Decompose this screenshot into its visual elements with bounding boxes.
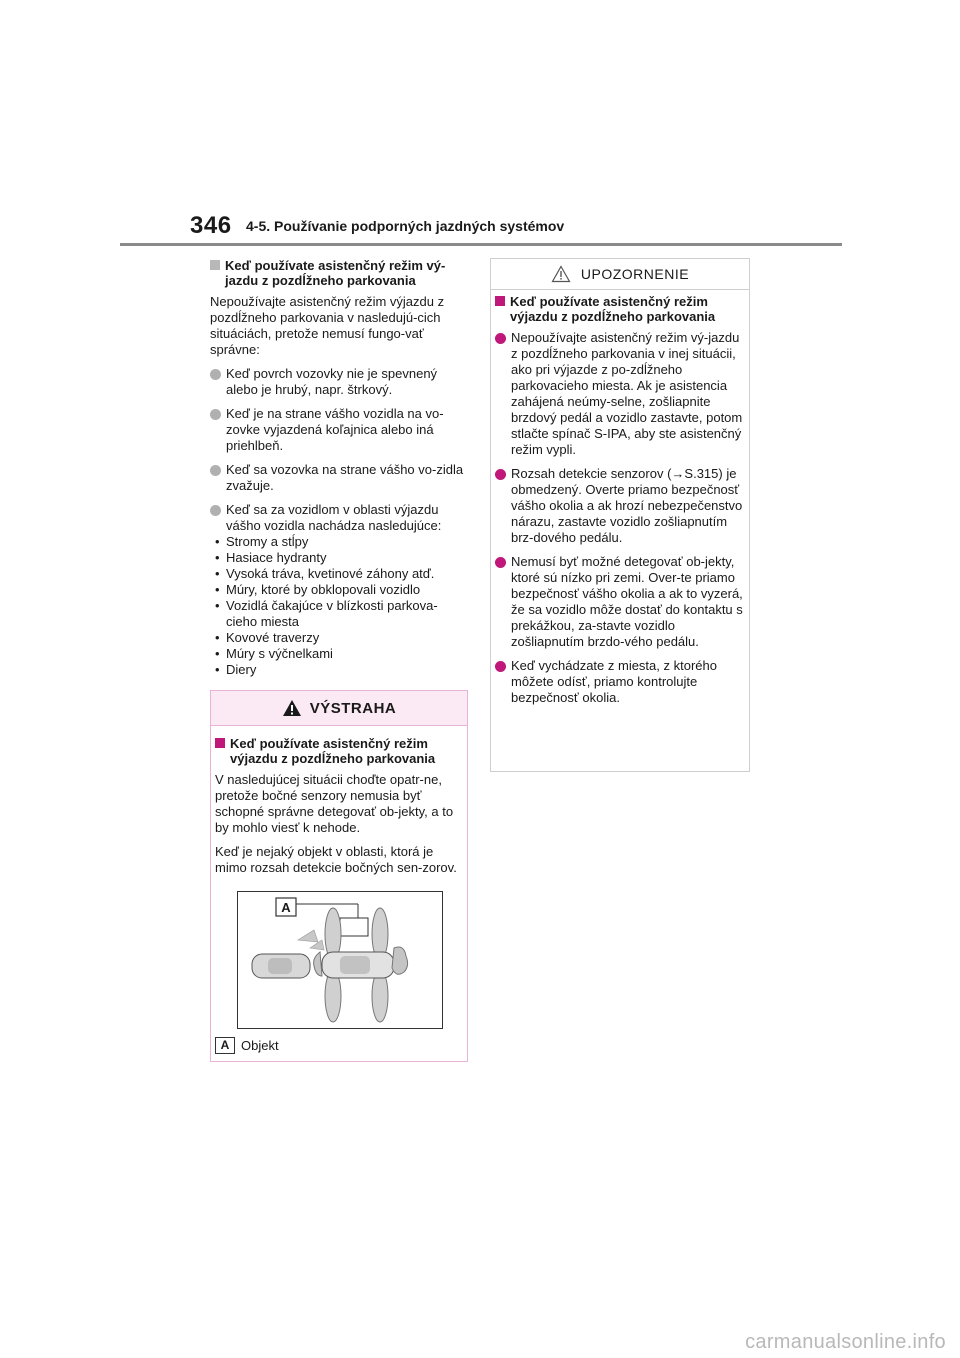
caution-box xyxy=(490,258,750,772)
left-column xyxy=(210,258,468,678)
left-heading-text: Keď používate asistenčný režim vý-jazdu z pozdĺžneho parkovania xyxy=(225,258,446,288)
warning-body xyxy=(211,726,467,876)
caution-heading-text: Keď používate asistenčný režim výjazdu z pozdĺžneho parkovania xyxy=(510,294,716,324)
left-section-heading xyxy=(210,258,468,288)
warning-triangle-icon xyxy=(282,699,302,717)
chapter-title: 4-5. Používanie podporných jazdných systémov xyxy=(246,218,565,234)
list-item-text: Keď je na strane vášho vozidla na vo-zovke vyjazdená koľajnica alebo iná priehlbeň. xyxy=(226,406,444,453)
page-number: 346 xyxy=(190,212,232,239)
caption-label-box: A xyxy=(215,1037,235,1054)
caution-item xyxy=(495,658,745,706)
square-marker-icon xyxy=(495,296,505,306)
square-marker-icon xyxy=(215,738,225,748)
square-marker-icon xyxy=(210,260,220,270)
sub-bullet-item: • Vozidlá čakajúce v blízkosti parkova-cieho miesta xyxy=(215,598,438,629)
left-intro: Nepoužívajte asistenčný režim výjazdu z pozdĺžneho parkovania v nasledujú-cich situáciách, pretože nemusí fungo-vať správne: xyxy=(210,294,445,357)
bullet-glyph-icon: • xyxy=(215,582,220,597)
warning-header xyxy=(211,691,467,726)
bullet-glyph-icon: • xyxy=(215,550,220,565)
bullet-dot-icon xyxy=(210,465,221,476)
caption-text: Objekt xyxy=(241,1038,279,1053)
caution-item-text: Nemusí byť možné detegovať ob-jekty, ktoré sú nízko pri zemi. Over-te priamo bezpečnosť vášho okolia a ak to vyzerá, že sa vozidlo môže dostať do kontaktu s prekážkou, za-stavte vozidlo zošliapnutím brzdo-vého pedálu. xyxy=(511,554,743,649)
caution-item xyxy=(495,330,745,458)
sub-bullet-item: • Diery xyxy=(215,662,257,677)
bullet-glyph-icon: • xyxy=(215,646,220,661)
sub-bullet-item: • Múry, ktoré by obklopovali vozidlo xyxy=(215,582,421,597)
caution-item-text: Nepoužívajte asistenčný režim vý-jazdu z pozdĺžneho parkovania v inej situácii, ako pri výjazde z po-zdĺžneho parkovacieho miesta. Ak je asistencia zahájená neúmy-selne, zošliapnite brzdový pedál a vozidlo zastavte, potom stlačte spínač S-IPA, aby ste asistenčný režim vypli. xyxy=(511,330,743,457)
watermark: carmanualsonline.info xyxy=(745,1331,946,1353)
parking-diagram xyxy=(238,892,442,1028)
sub-bullet-item: • Stromy a stĺpy xyxy=(215,534,309,549)
bullet-glyph-icon: • xyxy=(215,630,220,645)
warning-title: VÝSTRAHA xyxy=(309,699,397,717)
bullet-dot-icon xyxy=(495,469,506,480)
list-item xyxy=(210,502,468,534)
bullet-glyph-icon: • xyxy=(215,534,220,549)
list-item-text: Keď sa vozovka na strane vášho vo-zidla zvažuje. xyxy=(226,462,464,493)
caution-item-text: Keď vychádzate z miesta, z ktorého môžete odísť, priamo kontrolujte bezpečnosť okolia. xyxy=(511,658,717,705)
warning-heading-text: Keď používate asistenčný režim výjazdu z pozdĺžneho parkovania xyxy=(230,736,436,766)
bullet-dot-icon xyxy=(210,409,221,420)
list-item xyxy=(210,406,468,454)
warning-box xyxy=(210,690,468,1062)
bullet-glyph-icon: • xyxy=(215,598,220,613)
bullet-dot-icon xyxy=(495,333,506,344)
warning-section-heading xyxy=(215,736,463,766)
bullet-dot-icon xyxy=(495,557,506,568)
sub-bullet-item: • Hasiace hydranty xyxy=(215,550,327,565)
warning-paragraph-1: V nasledujúcej situácii choďte opatr-ne, pretože bočné senzory nemusia byť schopné správne detegovať ob-jekty, a to by mohlo viesť k nehode. xyxy=(215,772,454,835)
header-rule xyxy=(120,243,842,246)
caution-item-text: Rozsah detekcie senzorov (→S.315) je obmedzený. Overte priamo bezpečnosť vášho okolia a ak hrozí nebezpečenstvo nárazu, zastavte vozidlo zošliapnutím brz-dového pedálu. xyxy=(511,466,743,545)
caution-body xyxy=(491,290,749,706)
bullet-dot-icon xyxy=(210,369,221,380)
figure-caption xyxy=(215,1037,279,1054)
parking-illustration xyxy=(237,891,443,1029)
list-item xyxy=(210,462,468,494)
figure-label-a: A xyxy=(281,900,291,915)
bullet-glyph-icon: • xyxy=(215,566,220,581)
caution-triangle-icon xyxy=(551,265,571,283)
sub-bullet-item: • Vysoká tráva, kvetinové záhony atď. xyxy=(215,566,435,581)
caution-title: UPOZORNENIE xyxy=(580,266,690,282)
bullet-dot-icon xyxy=(495,661,506,672)
sub-bullet-list xyxy=(210,534,468,678)
sub-bullet-item: • Kovové traverzy xyxy=(215,630,320,645)
list-item-text: Keď sa za vozidlom v oblasti výjazdu vášho vozidla nachádza nasledujúce: xyxy=(226,502,442,533)
caution-section-heading xyxy=(495,294,745,324)
bullet-glyph-icon: • xyxy=(215,662,220,677)
caution-header xyxy=(491,259,749,290)
list-item xyxy=(210,366,468,398)
warning-paragraph-2: Keď je nejaký objekt v oblasti, ktorá je mimo rozsah detekcie bočných sen-zorov. xyxy=(215,844,457,875)
sub-bullet-item: • Múry s výčnelkami xyxy=(215,646,333,661)
bullet-dot-icon xyxy=(210,505,221,516)
caution-item xyxy=(495,554,745,650)
list-item-text: Keď povrch vozovky nie je spevnený alebo je hrubý, napr. štrkový. xyxy=(226,366,438,397)
caution-item xyxy=(495,466,745,546)
